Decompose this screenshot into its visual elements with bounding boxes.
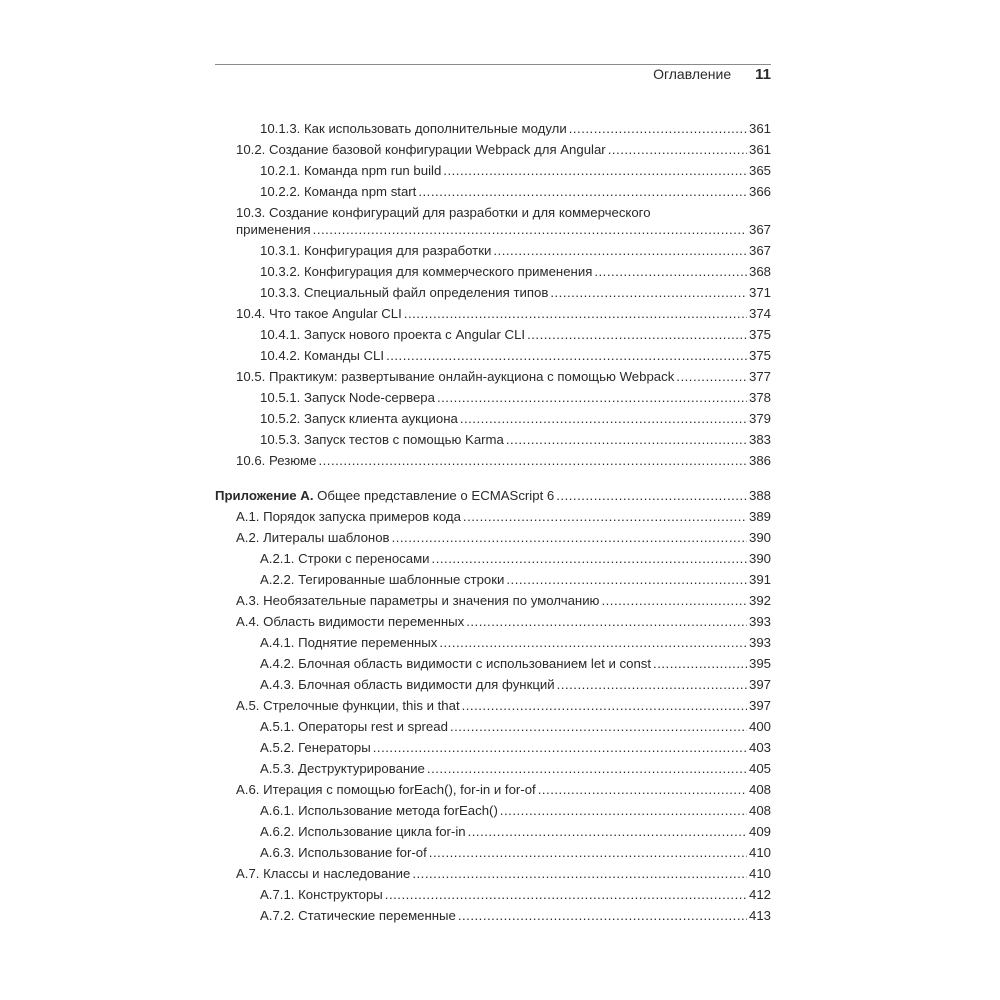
toc-entry-page: 367 xyxy=(748,222,771,237)
toc-entry-page: 366 xyxy=(748,184,771,199)
toc-entry-text: A.6.2. Использование цикла for-in xyxy=(260,824,466,839)
dot-leader xyxy=(493,242,747,259)
toc-entry-title xyxy=(260,263,592,280)
toc-entry-title xyxy=(236,452,316,469)
toc-entry-page: 393 xyxy=(748,614,771,629)
dot-leader xyxy=(500,802,747,819)
toc-entry-text: 10.2. Создание базовой конфигурации Webpack для Angular xyxy=(236,142,606,157)
toc-entry[interactable] xyxy=(215,240,771,261)
toc-entry-page: 391 xyxy=(748,572,771,587)
toc-entry-page: 361 xyxy=(748,142,771,157)
toc-entry-title xyxy=(260,823,466,840)
toc-entry-text: A.2. Литералы шаблонов xyxy=(236,530,390,545)
dot-leader xyxy=(463,508,747,525)
toc-entry-text: A.1. Порядок запуска примеров кода xyxy=(236,509,461,524)
toc-entry-text: A.5.3. Деструктурирование xyxy=(260,761,425,776)
toc-entry-title xyxy=(260,802,498,819)
dot-leader xyxy=(437,389,747,406)
toc-entry[interactable] xyxy=(215,506,771,527)
toc-entry-text: A.6.1. Использование метода forEach() xyxy=(260,803,498,818)
dot-leader xyxy=(550,284,747,301)
toc-entry[interactable] xyxy=(215,485,771,506)
toc-entry-title xyxy=(236,305,402,322)
toc-entry-title xyxy=(260,907,456,924)
toc-entry-title xyxy=(260,242,491,259)
toc-entry-page: 405 xyxy=(748,761,771,776)
toc-entry-page: 392 xyxy=(748,593,771,608)
toc-entry-page: 410 xyxy=(748,866,771,881)
toc-entry[interactable] xyxy=(215,884,771,905)
dot-leader xyxy=(429,844,747,861)
toc-entry-page: 388 xyxy=(748,488,771,503)
toc-entry[interactable] xyxy=(215,429,771,450)
toc-entry-text: A.7.2. Статические переменные xyxy=(260,908,456,923)
toc-entry-title xyxy=(260,571,504,588)
dot-leader xyxy=(676,368,747,385)
toc-entry[interactable] xyxy=(215,821,771,842)
dot-leader xyxy=(418,183,747,200)
toc-entry-text: A.7.1. Конструкторы xyxy=(260,887,383,902)
toc-entry[interactable] xyxy=(215,842,771,863)
toc-entry-text: Общее представление о ECMAScript 6 xyxy=(317,488,555,503)
header-rule xyxy=(215,64,771,65)
dot-leader xyxy=(538,781,747,798)
dot-leader xyxy=(313,221,747,238)
toc-entry-text: 10.4. Что такое Angular CLI xyxy=(236,306,402,321)
toc-entry-text: 10.3.2. Конфигурация для коммерческого применения xyxy=(260,264,593,279)
toc-entry[interactable] xyxy=(215,632,771,653)
toc-entry-page: 371 xyxy=(748,285,771,300)
toc-entry-page: 403 xyxy=(748,740,771,755)
toc-entry[interactable] xyxy=(215,695,771,716)
toc-entry-text: A.6.3. Использование for-of xyxy=(260,845,427,860)
toc-entry[interactable] xyxy=(215,611,771,632)
toc-entry-page: 386 xyxy=(748,453,771,468)
dot-leader xyxy=(432,550,747,567)
toc-entry[interactable] xyxy=(215,863,771,884)
toc-entry-text: 10.2.2. Команда npm start xyxy=(260,184,417,199)
toc-entry-title xyxy=(236,865,410,882)
toc-entry-page: 377 xyxy=(748,369,771,384)
dot-leader xyxy=(404,305,747,322)
toc-entry-page: 393 xyxy=(748,635,771,650)
toc-entry-title xyxy=(260,886,383,903)
toc-entry-title xyxy=(260,162,441,179)
toc-entry[interactable] xyxy=(215,450,771,471)
dot-leader xyxy=(386,347,747,364)
toc-entry[interactable] xyxy=(215,590,771,611)
dot-leader xyxy=(527,326,747,343)
appendix-label: Приложение А. xyxy=(215,488,314,503)
toc-entry-title xyxy=(260,410,458,427)
dot-leader xyxy=(458,907,747,924)
toc-entry-title-continuation: применения xyxy=(236,222,311,237)
toc-entry-page: 397 xyxy=(748,698,771,713)
toc-entry-text: 10.3.3. Специальный файл определения типов xyxy=(260,285,549,300)
toc-entry[interactable] xyxy=(215,324,771,345)
toc-entry[interactable] xyxy=(215,282,771,303)
dot-leader xyxy=(439,634,747,651)
toc-entry[interactable] xyxy=(215,160,771,181)
toc-entry-text: A.4.3. Блочная область видимости для функций xyxy=(260,677,555,692)
toc-entry-page: 378 xyxy=(748,390,771,405)
toc-entry-title xyxy=(260,739,371,756)
toc-entry[interactable] xyxy=(215,221,771,240)
dot-leader xyxy=(462,697,747,714)
toc-entry-title xyxy=(236,697,460,714)
toc-entry-title xyxy=(260,347,384,364)
toc-entry-text: A.5.1. Операторы rest и spread xyxy=(260,719,448,734)
toc-entry-page: 368 xyxy=(748,264,771,279)
toc-entry-text: A.4.1. Поднятие переменных xyxy=(260,635,438,650)
toc-entry-page: 374 xyxy=(748,306,771,321)
toc-entry-page: 410 xyxy=(748,845,771,860)
dot-leader xyxy=(412,865,747,882)
toc-entry-page: 389 xyxy=(748,509,771,524)
toc-entry[interactable] xyxy=(215,261,771,282)
toc-entry[interactable] xyxy=(215,139,771,160)
toc-entry-text: A.4. Область видимости переменных xyxy=(236,614,465,629)
toc-entry[interactable] xyxy=(215,366,771,387)
toc-entry-title-line[interactable]: 10.3. Создание конфигураций для разработки и для коммерческого xyxy=(236,205,651,220)
dot-leader xyxy=(385,886,747,903)
dot-leader xyxy=(608,141,747,158)
toc-entry-text: 10.5.2. Запуск клиента аукциона xyxy=(260,411,458,426)
section-gap xyxy=(215,471,771,485)
toc-entry-text: 10.5.1. Запуск Node-сервера xyxy=(260,390,435,405)
toc-entry-title xyxy=(260,284,548,301)
toc-entry[interactable] xyxy=(215,779,771,800)
toc-entry-title xyxy=(260,550,430,567)
toc-entry-text: 10.2.1. Команда npm run build xyxy=(260,163,442,178)
dot-leader xyxy=(506,431,747,448)
toc-entry-title xyxy=(236,781,536,798)
toc-entry-title xyxy=(260,389,435,406)
dot-leader xyxy=(318,452,747,469)
toc-entry-page: 409 xyxy=(748,824,771,839)
toc-entry-title xyxy=(260,120,567,137)
toc-entry-title xyxy=(260,718,448,735)
toc-entry[interactable] xyxy=(215,569,771,590)
toc-entry[interactable] xyxy=(215,674,771,695)
dot-leader xyxy=(468,823,747,840)
toc-entry-page: 375 xyxy=(748,327,771,342)
toc-entry-text: A.7. Классы и наследование xyxy=(236,866,411,881)
toc-entry[interactable] xyxy=(215,548,771,569)
toc-entry-page: 375 xyxy=(748,348,771,363)
toc-entry-title xyxy=(260,431,504,448)
toc-entry-page: 408 xyxy=(748,782,771,797)
toc-entry-text: 10.4.1. Запуск нового проекта с Angular CLI xyxy=(260,327,526,342)
toc-entry-text: 10.1.3. Как использовать дополнительные модули xyxy=(260,121,567,136)
dot-leader xyxy=(594,263,747,280)
dot-leader xyxy=(557,676,747,693)
toc-entry[interactable] xyxy=(215,408,771,429)
dot-leader xyxy=(460,410,747,427)
toc-entry[interactable] xyxy=(215,737,771,758)
toc-entry-title xyxy=(260,326,525,343)
toc-entry-page: 390 xyxy=(748,551,771,566)
toc-entry-text: 10.5. Практикум: развертывание онлайн-аукциона с помощью Webpack xyxy=(236,369,675,384)
dot-leader xyxy=(392,529,747,546)
toc-entry-title xyxy=(260,655,651,672)
dot-leader xyxy=(653,655,747,672)
toc-entry-title xyxy=(236,529,390,546)
toc-entry-title xyxy=(236,508,461,525)
toc-entry-title xyxy=(260,844,427,861)
toc-entry[interactable] xyxy=(215,181,771,202)
page-number: 11 xyxy=(755,66,771,83)
toc-entry-text: 10.5.3. Запуск тестов с помощью Karma xyxy=(260,432,504,447)
toc-entry-page: 379 xyxy=(748,411,771,426)
toc-entry-text: A.3. Необязательные параметры и значения по умолчанию xyxy=(236,593,600,608)
dot-leader xyxy=(373,739,747,756)
toc-entry-title xyxy=(260,760,425,777)
toc-entry[interactable] xyxy=(215,716,771,737)
toc-entry-text: 10.3.1. Конфигурация для разработки xyxy=(260,243,492,258)
table-of-contents xyxy=(215,118,771,926)
toc-entry-page: 408 xyxy=(748,803,771,818)
running-header xyxy=(215,66,771,86)
toc-entry-title xyxy=(236,368,674,385)
toc-entry[interactable] xyxy=(215,303,771,324)
toc-entry-page: 361 xyxy=(748,121,771,136)
toc-entry-text: A.4.2. Блочная область видимости с использованием let и const xyxy=(260,656,652,671)
toc-entry-page: 383 xyxy=(748,432,771,447)
toc-entry-title xyxy=(260,634,437,651)
toc-entry-page: 367 xyxy=(748,243,771,258)
toc-entry[interactable] xyxy=(215,905,771,926)
toc-entry-text: A.2.1. Строки с переносами xyxy=(260,551,430,566)
toc-entry-page: 412 xyxy=(748,887,771,902)
toc-entry-title xyxy=(215,487,554,504)
dot-leader xyxy=(601,592,747,609)
dot-leader xyxy=(466,613,747,630)
toc-entry-page: 365 xyxy=(748,163,771,178)
toc-entry-page: 400 xyxy=(748,719,771,734)
toc-entry[interactable] xyxy=(215,345,771,366)
toc-entry-text: 10.6. Резюме xyxy=(236,453,317,468)
toc-entry[interactable] xyxy=(215,387,771,408)
toc-entry-text: A.6. Итерация с помощью forEach(), for-in и for-of xyxy=(236,782,536,797)
toc-entry-title xyxy=(236,592,599,609)
dot-leader xyxy=(556,487,747,504)
toc-entry[interactable] xyxy=(215,527,771,548)
running-header-title: Оглавление xyxy=(653,66,732,82)
toc-entry-text: A.5. Стрелочные функции, this и that xyxy=(236,698,460,713)
dot-leader xyxy=(450,718,747,735)
toc-entry-page: 397 xyxy=(748,677,771,692)
toc-entry-page: 390 xyxy=(748,530,771,545)
toc-entry[interactable] xyxy=(215,758,771,779)
toc-entry-text: 10.4.2. Команды CLI xyxy=(260,348,385,363)
toc-entry-text: A.5.2. Генераторы xyxy=(260,740,371,755)
toc-entry-title xyxy=(236,613,464,630)
toc-entry-page: 413 xyxy=(748,908,771,923)
toc-entry-text: A.2.2. Тегированные шаблонные строки xyxy=(260,572,505,587)
toc-entry-title xyxy=(236,141,606,158)
dot-leader xyxy=(427,760,747,777)
toc-entry-title xyxy=(260,183,416,200)
dot-leader xyxy=(569,120,747,137)
toc-entry[interactable] xyxy=(215,800,771,821)
dot-leader xyxy=(443,162,747,179)
dot-leader xyxy=(506,571,747,588)
toc-entry[interactable] xyxy=(215,653,771,674)
toc-entry-title xyxy=(260,676,555,693)
toc-entry-page: 395 xyxy=(748,656,771,671)
toc-entry[interactable] xyxy=(215,118,771,139)
